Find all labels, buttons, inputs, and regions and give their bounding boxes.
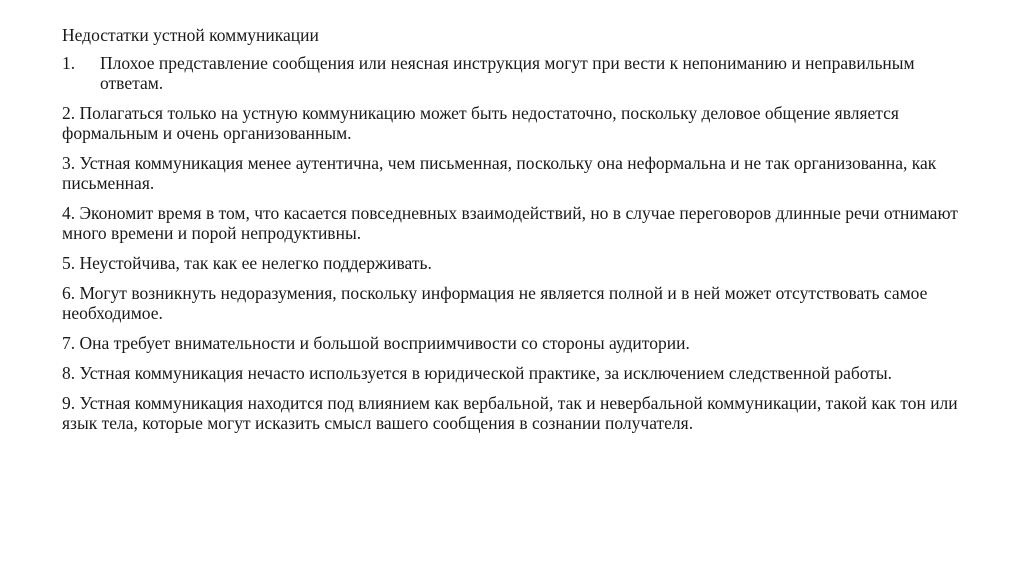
list-item-2: 2. Полагаться только на устную коммуникацию может быть недостаточно, поскольку деловое общение является формальным и очень организованным. (62, 103, 899, 143)
slide-title: Недостатки устной коммуникации (62, 25, 319, 45)
list-item-3: 3. Устная коммуникация менее аутентична, чем письменная, поскольку она неформальна и не так организованна, как письменная. (62, 153, 937, 193)
list-item-4: 4. Экономит время в том, что касается повседневных взаимодействий, но в случае переговоров длинные речи отнимают много времени и порой непродуктивны. (62, 203, 958, 243)
list-item-8: 8. Устная коммуникация нечасто используется в юридической практике, за исключением следственной работы. (62, 363, 893, 383)
list-item-number: 1. (62, 53, 76, 73)
list-item-1 (62, 53, 962, 93)
list-item-9: 9. Устная коммуникация находится под влиянием как вербальной, так и невербальной коммуникации, такой как тон или язык тела, которые могут исказить смысл вашего сообщения в сознании получателя. (62, 393, 958, 433)
list-item-6: 6. Могут возникнуть недоразумения, поскольку информация не является полной и в ней может отсутствовать самое необходимое. (62, 283, 928, 323)
list-item-text: Плохое представление сообщения или неясная инструкция могут при вести к непониманию и неправильным ответам. (100, 53, 915, 93)
list-item-7: 7. Она требует внимательности и большой восприимчивости со стороны аудитории. (62, 333, 690, 353)
slide-content (62, 24, 962, 443)
list-item-5: 5. Неустойчива, так как ее нелегко поддерживать. (62, 253, 432, 273)
